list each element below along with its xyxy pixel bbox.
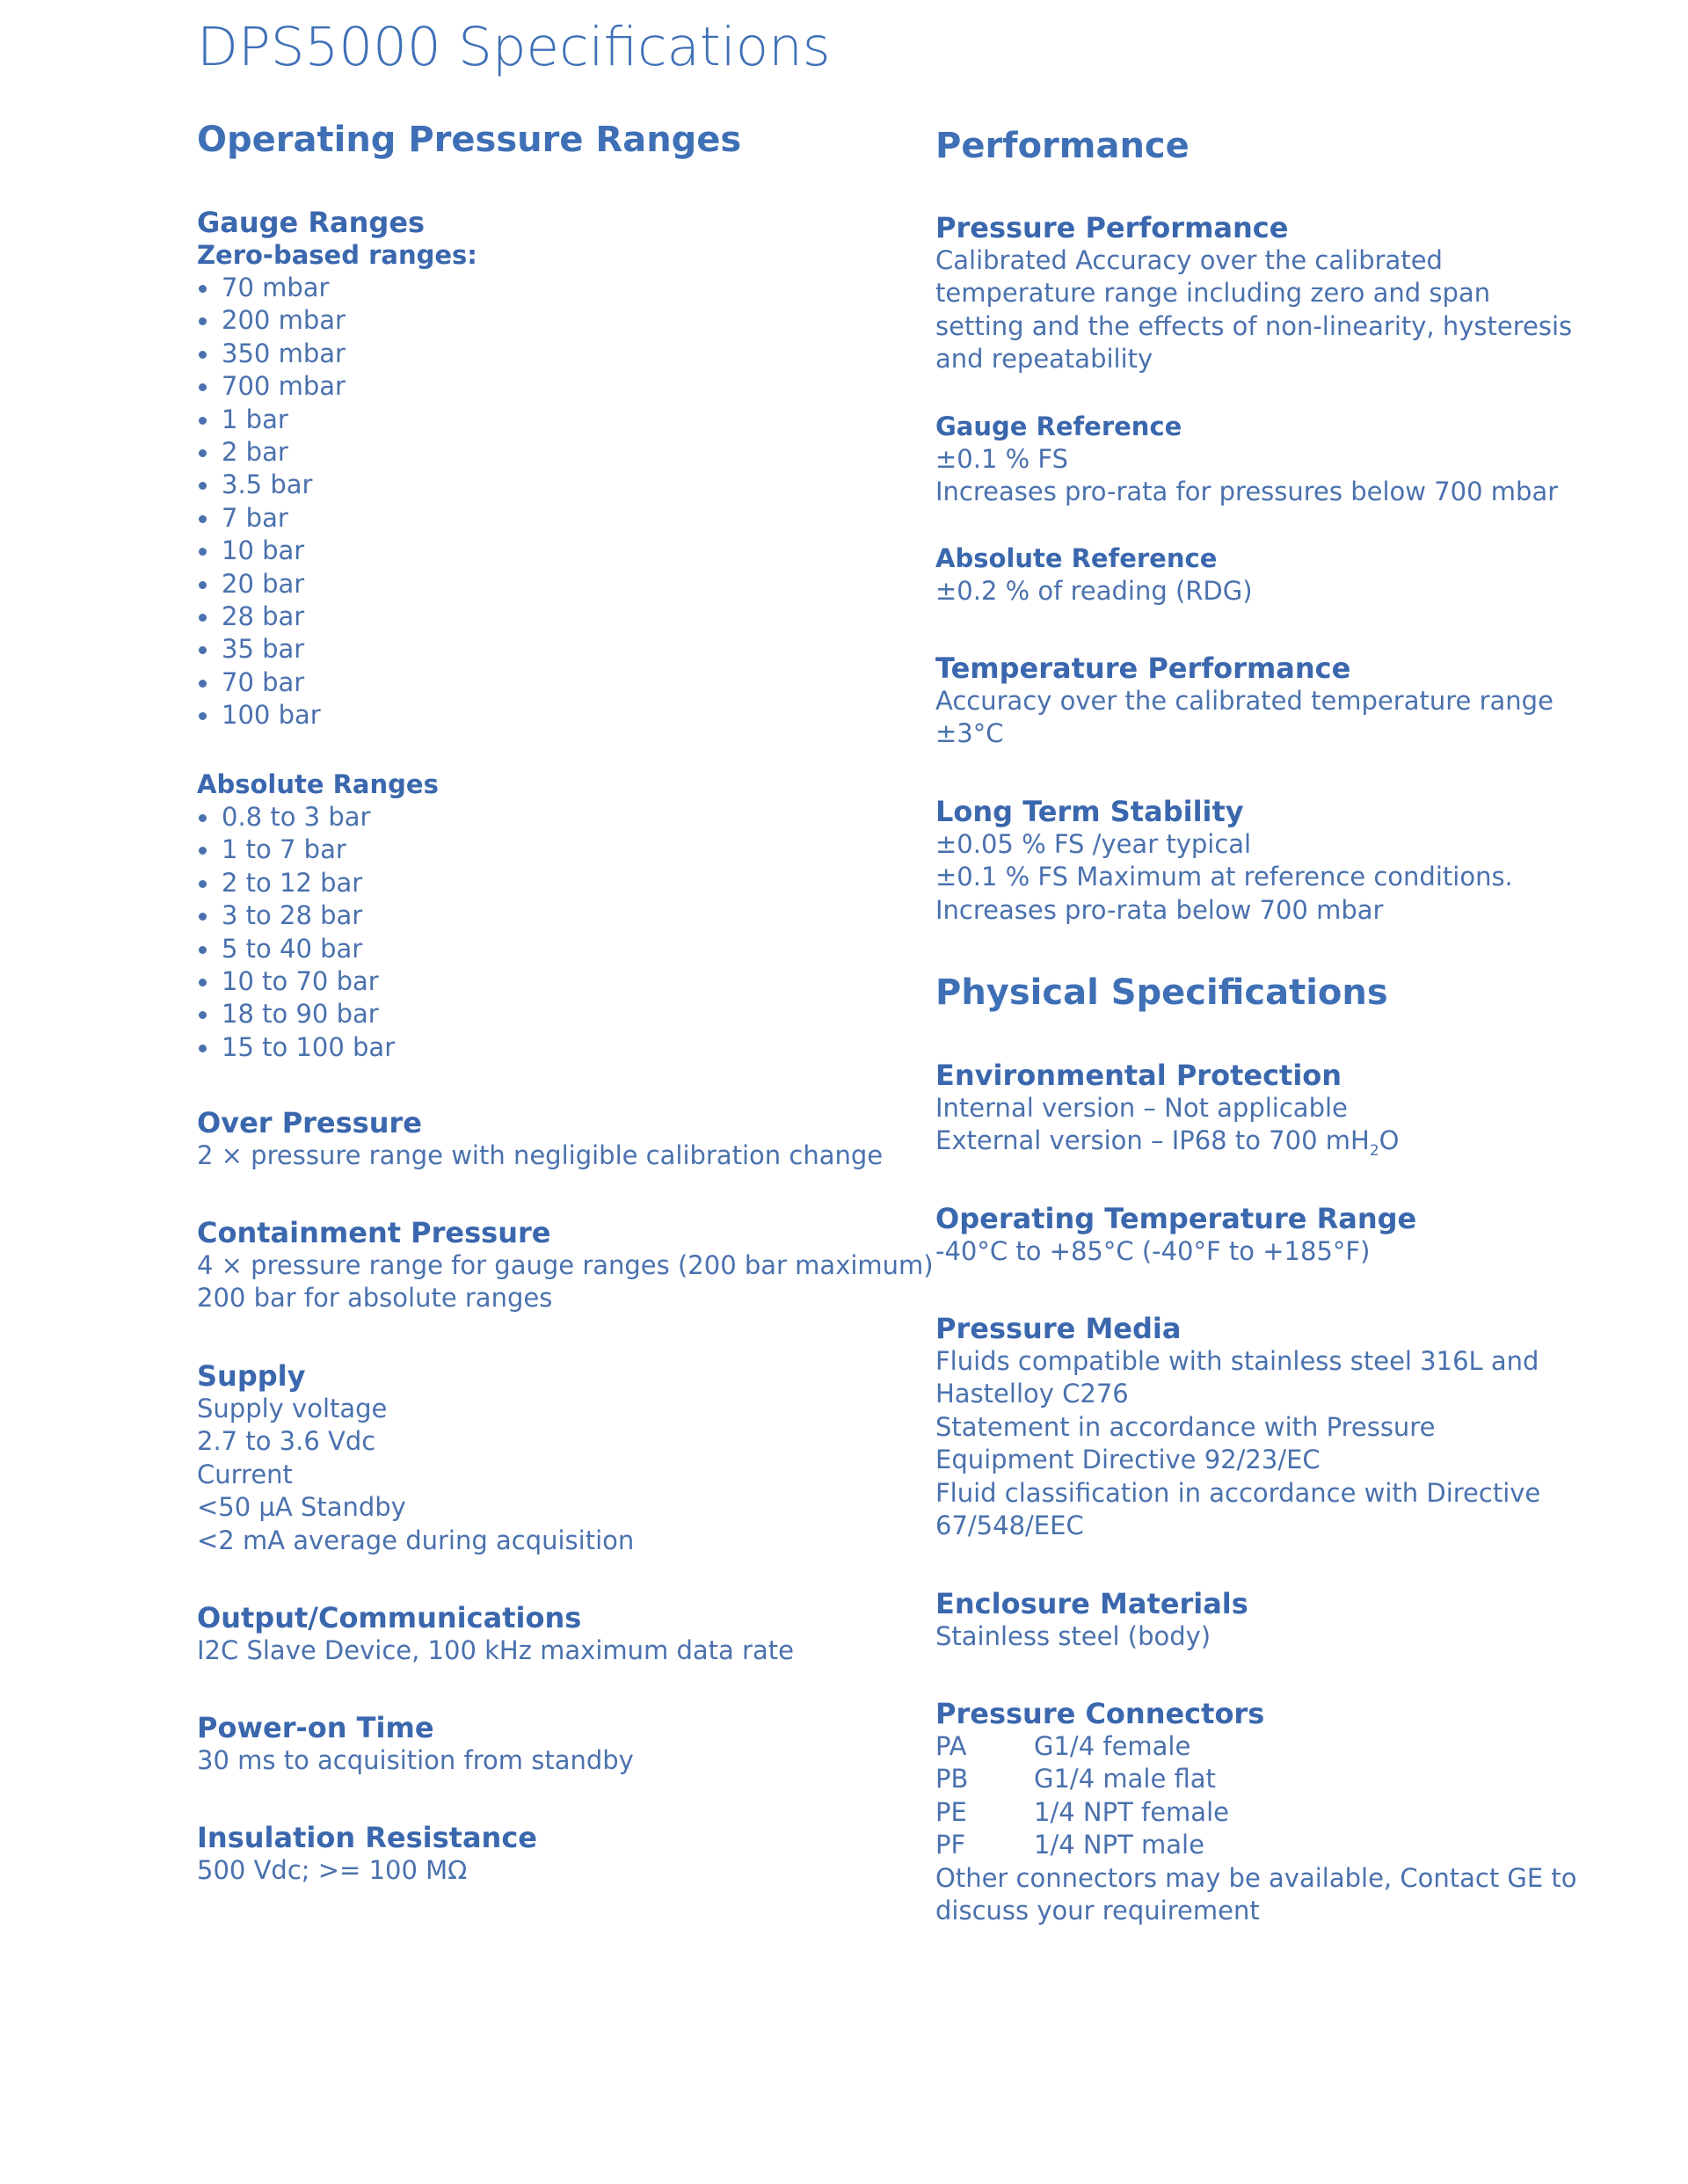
absolute-reference-lines	[935, 575, 1253, 608]
bullet-icon	[199, 913, 207, 921]
pressure-connectors-note	[935, 1862, 1577, 1928]
list-item-text: 18 to 90 bar	[222, 999, 379, 1030]
list-item	[197, 436, 477, 469]
list-item-text: 15 to 100 bar	[222, 1031, 396, 1062]
power-on-time-heading: Power-on Time	[197, 1711, 434, 1744]
text-line: and repeatability	[935, 344, 1153, 375]
absolute-reference-heading: Absolute Reference	[935, 543, 1218, 573]
list-item	[197, 899, 439, 932]
absolute-ranges-section	[197, 768, 439, 1064]
pressure-connectors-heading: Pressure Connectors	[935, 1697, 1265, 1730]
performance-title: Performance	[935, 126, 1190, 166]
list-item	[197, 370, 477, 403]
list-item-text: 200 mbar	[222, 305, 346, 336]
list-item	[197, 933, 439, 965]
bullet-icon	[199, 712, 207, 720]
gauge-reference-heading: Gauge Reference	[935, 411, 1182, 441]
list-item-text: 2 to 12 bar	[222, 867, 363, 898]
bullet-icon	[199, 1045, 207, 1052]
bullet-icon	[199, 548, 207, 556]
operating-pressure-ranges-title: Operating Pressure Ranges	[197, 120, 742, 160]
pressure-media-heading: Pressure Media	[935, 1312, 1182, 1345]
text-line: discuss your requirement	[935, 1896, 1260, 1926]
over-pressure-lines	[197, 1139, 883, 1172]
connector-row	[935, 1829, 1577, 1861]
over-pressure-section	[197, 1107, 883, 1172]
text-line: Fluids compatible with stainless steel 316L and	[935, 1346, 1539, 1376]
text-line: ±0.2 % of reading (RDG)	[935, 576, 1253, 606]
text-line: 30 ms to acquisition from standby	[197, 1745, 634, 1775]
absolute-ranges-list	[197, 801, 439, 1064]
list-item-text: 3 to 28 bar	[222, 900, 363, 931]
gauge-reference-section	[935, 411, 1558, 509]
text-line: <50 µA Standby	[197, 1492, 406, 1523]
temperature-performance-heading: Temperature Performance	[935, 652, 1351, 685]
connector-description: G1/4 male flat	[1034, 1764, 1216, 1795]
text-line: 500 Vdc; >= 100 MΩ	[197, 1855, 468, 1885]
text-line: 2.7 to 3.6 Vdc	[197, 1426, 376, 1457]
text-line: Statement in accordance with Pressure	[935, 1411, 1436, 1442]
text-line: Accuracy over the calibrated temperature range	[935, 686, 1553, 716]
over-pressure-heading: Over Pressure	[197, 1106, 422, 1139]
connector-row	[935, 1730, 1577, 1763]
enclosure-materials-section	[935, 1588, 1248, 1653]
list-item	[197, 834, 439, 866]
list-item-text: 7 bar	[222, 502, 288, 533]
bullet-icon	[199, 979, 207, 986]
connector-description: 1/4 NPT male	[1034, 1830, 1204, 1860]
supply-lines	[197, 1393, 634, 1557]
list-item-text: 1 to 7 bar	[222, 834, 346, 865]
bullet-icon	[199, 449, 207, 457]
gauge-ranges-heading: Gauge Ranges	[197, 206, 426, 239]
output-communications-heading: Output/Communications	[197, 1601, 582, 1634]
list-item	[197, 469, 477, 501]
list-item-text: 20 bar	[222, 568, 305, 599]
connector-description: G1/4 female	[1034, 1731, 1191, 1761]
environmental-protection-section	[935, 1059, 1400, 1161]
enclosure-materials-heading: Enclosure Materials	[935, 1587, 1248, 1620]
insulation-resistance-section	[197, 1822, 537, 1887]
text-line: Stainless steel (body)	[935, 1621, 1211, 1651]
operating-temperature-lines	[935, 1235, 1416, 1268]
bullet-icon	[199, 614, 207, 622]
text-line: ±0.1 % FS	[935, 444, 1068, 474]
bullet-icon	[199, 880, 207, 888]
supply-heading: Supply	[197, 1359, 306, 1393]
list-item-text: 100 bar	[222, 700, 321, 731]
bullet-icon	[199, 814, 207, 822]
list-item-text: 0.8 to 3 bar	[222, 802, 371, 832]
text-line: <2 mA average during acquisition	[197, 1525, 635, 1555]
bullet-icon	[199, 946, 207, 954]
list-item	[197, 1031, 439, 1064]
bullet-icon	[199, 847, 207, 855]
bullet-icon	[199, 351, 207, 359]
list-item	[197, 601, 477, 633]
output-communications-lines	[197, 1634, 794, 1667]
enclosure-materials-lines	[935, 1620, 1248, 1653]
text-line: Increases pro-rata below 700 mbar	[935, 894, 1384, 925]
bullet-icon	[199, 581, 207, 589]
text-line: 200 bar for absolute ranges	[197, 1283, 553, 1314]
pressure-media-section	[935, 1313, 1540, 1542]
output-communications-section	[197, 1602, 794, 1667]
list-item	[197, 304, 477, 337]
text-line: Other connectors may be available, Contact GE to	[935, 1862, 1577, 1893]
list-item	[197, 272, 477, 304]
insulation-resistance-lines	[197, 1854, 537, 1887]
list-item-text: 10 bar	[222, 535, 305, 566]
text-line: Calibrated Accuracy over the calibrated	[935, 245, 1443, 275]
connector-code: PB	[935, 1764, 969, 1795]
list-item-text: 2 bar	[222, 437, 288, 468]
environmental-external-subscript: 2	[1369, 1142, 1379, 1161]
text-line: ±0.05 % FS /year typical	[935, 829, 1252, 859]
zero-based-subheading: Zero-based ranges:	[197, 240, 477, 270]
connector-description: 1/4 NPT female	[1034, 1796, 1229, 1827]
gauge-reference-lines	[935, 443, 1558, 509]
physical-specifications-title: Physical Specifications	[935, 972, 1388, 1013]
text-line: 67/548/EEC	[935, 1511, 1084, 1541]
pressure-media-lines	[935, 1345, 1540, 1542]
text-line: temperature range including zero and span	[935, 278, 1491, 309]
text-line: Hastelloy C276	[935, 1379, 1129, 1409]
list-item	[197, 338, 477, 370]
pressure-performance-lines	[935, 244, 1572, 376]
environmental-protection-heading: Environmental Protection	[935, 1059, 1342, 1092]
list-item	[197, 699, 477, 732]
text-line: 4 × pressure range for gauge ranges (200 bar maximum)	[197, 1250, 934, 1280]
list-item-text: 700 mbar	[222, 371, 346, 402]
insulation-resistance-heading: Insulation Resistance	[197, 1821, 537, 1854]
list-item	[197, 666, 477, 699]
text-line: Supply voltage	[197, 1394, 388, 1423]
list-item	[197, 998, 439, 1030]
list-item-text: 70 bar	[222, 666, 305, 697]
text-line: I2C Slave Device, 100 kHz maximum data rate	[197, 1635, 794, 1665]
pressure-connectors-section	[935, 1698, 1577, 1927]
list-item	[197, 801, 439, 834]
long-term-stability-section	[935, 796, 1513, 927]
bullet-icon	[199, 680, 207, 688]
environmental-external-suffix: O	[1379, 1125, 1400, 1156]
list-item	[197, 404, 477, 436]
containment-pressure-section	[197, 1217, 934, 1315]
list-item	[197, 568, 477, 601]
environmental-internal-line: Internal version – Not applicable	[935, 1093, 1348, 1123]
list-item-text: 350 mbar	[222, 338, 346, 368]
temperature-performance-section	[935, 652, 1553, 751]
absolute-ranges-heading: Absolute Ranges	[197, 769, 439, 799]
pressure-connectors-table	[935, 1730, 1577, 1862]
pressure-performance-section	[935, 212, 1572, 376]
list-item-text: 5 to 40 bar	[222, 933, 363, 964]
environmental-external-line	[935, 1125, 1400, 1161]
text-line: Increases pro-rata for pressures below 700 mbar	[935, 477, 1559, 507]
text-line: ±0.1 % FS Maximum at reference conditions.	[935, 862, 1513, 892]
bullet-icon	[199, 482, 207, 490]
text-line: setting and the effects of non-linearity, hysteresis	[935, 310, 1573, 341]
list-item	[197, 502, 477, 535]
containment-pressure-heading: Containment Pressure	[197, 1216, 551, 1249]
bullet-icon	[199, 383, 207, 391]
connector-code: PF	[935, 1830, 966, 1860]
text-line: Current	[197, 1459, 293, 1489]
list-item-text: 1 bar	[222, 404, 288, 434]
list-item	[197, 867, 439, 899]
environmental-external-prefix: External version – IP68 to 700 mH	[935, 1125, 1370, 1156]
connector-row	[935, 1796, 1577, 1829]
list-item-text: 28 bar	[222, 601, 305, 632]
long-term-stability-heading: Long Term Stability	[935, 795, 1244, 828]
bullet-icon	[199, 285, 207, 293]
page-title: DPS5000 Specifications	[197, 16, 831, 78]
operating-temperature-section	[935, 1203, 1416, 1268]
containment-pressure-lines	[197, 1249, 934, 1315]
bullet-icon	[199, 417, 207, 425]
list-item-text: 3.5 bar	[222, 470, 313, 500]
list-item	[197, 965, 439, 998]
connector-code: PA	[935, 1731, 967, 1761]
gauge-ranges-list	[197, 272, 477, 732]
text-line: Equipment Directive 92/23/EC	[935, 1445, 1321, 1475]
supply-section	[197, 1360, 634, 1557]
bullet-icon	[199, 1011, 207, 1019]
bullet-icon	[199, 646, 207, 654]
bullet-icon	[199, 515, 207, 523]
power-on-time-lines	[197, 1744, 634, 1777]
text-line: -40°C to +85°C (-40°F to +185°F)	[935, 1236, 1371, 1266]
list-item-text: 10 to 70 bar	[222, 966, 379, 997]
absolute-reference-section	[935, 542, 1253, 608]
list-item-text: 35 bar	[222, 634, 305, 665]
gauge-ranges-section	[197, 207, 477, 732]
list-item-text: 70 mbar	[222, 273, 330, 302]
operating-temperature-heading: Operating Temperature Range	[935, 1202, 1417, 1235]
power-on-time-section	[197, 1712, 634, 1777]
text-line: 2 × pressure range with negligible calibration change	[197, 1140, 884, 1170]
pressure-performance-heading: Pressure Performance	[935, 211, 1289, 244]
long-term-stability-lines	[935, 828, 1513, 927]
bullet-icon	[199, 317, 207, 325]
connector-row	[935, 1763, 1577, 1795]
text-line: Fluid classification in accordance with Directive	[935, 1477, 1541, 1508]
text-line: ±3°C	[935, 718, 1004, 749]
list-item	[197, 633, 477, 666]
temperature-performance-lines	[935, 685, 1553, 751]
list-item	[197, 535, 477, 567]
connector-code: PE	[935, 1796, 967, 1827]
